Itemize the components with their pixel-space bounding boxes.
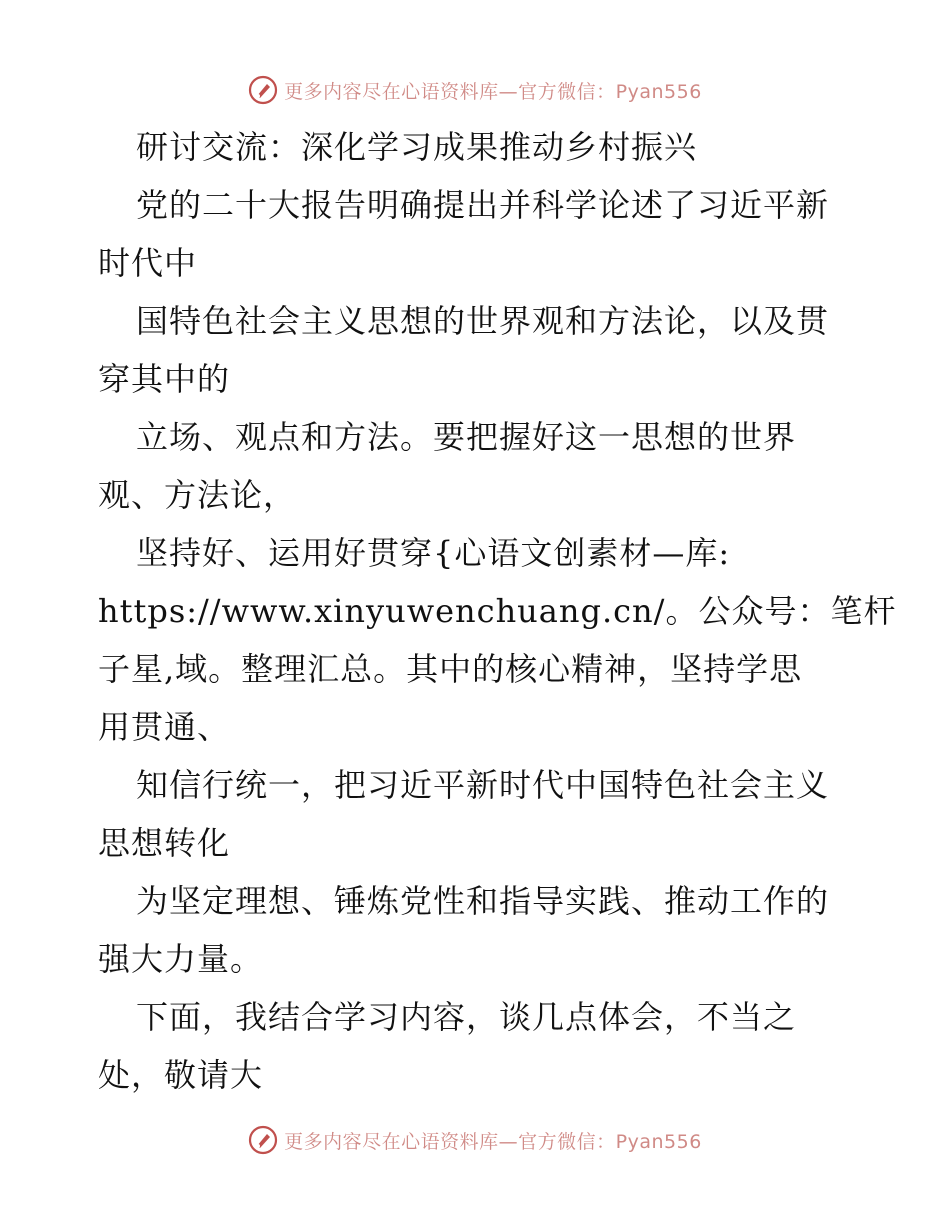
doc-line: 时代中: [98, 244, 198, 282]
doc-line: 思想转化: [98, 824, 231, 862]
watermark-text: 更多内容尽在心语资料库—官方微信：Pyan556: [284, 80, 702, 103]
doc-line: 立场、观点和方法。要把握好这一思想的世界: [136, 418, 797, 456]
doc-line: 党的二十大报告明确提出并科学论述了习近平新: [136, 186, 830, 224]
doc-line: 用贯通、: [98, 708, 231, 746]
doc-line: 知信行统一，把习近平新时代中国特色社会主义: [136, 766, 830, 804]
doc-line: 处，敬请大: [98, 1056, 264, 1094]
pen-nib-logo-icon: [248, 1125, 278, 1155]
header-watermark: [0, 72, 950, 108]
doc-line: 观、方法论，: [98, 476, 297, 514]
doc-line: 坚持好、运用好贯穿{心语文创素材—库:: [136, 534, 731, 572]
pen-nib-logo-icon: [248, 75, 278, 105]
doc-line: 下面，我结合学习内容，谈几点体会，不当之: [136, 998, 797, 1036]
watermark-text: 更多内容尽在心语资料库—官方微信：Pyan556: [284, 1130, 702, 1153]
doc-line: 为坚定理想、锤炼党性和指导实践、推动工作的: [136, 882, 830, 920]
document-body: [98, 118, 897, 1104]
doc-line: 子星,域。整理汇总。其中的核心精神，坚持学思: [98, 650, 803, 688]
doc-line: https://www.xinyuwenchuang.cn/。公众号：笔杆: [98, 592, 897, 630]
doc-line: 穿其中的: [98, 360, 231, 398]
doc-line: 研讨交流：深化学习成果推动乡村振兴: [136, 128, 698, 166]
doc-line: 国特色社会主义思想的世界观和方法论，以及贯: [136, 302, 830, 340]
doc-line: 强大力量。: [98, 940, 264, 978]
footer-watermark: [0, 1122, 950, 1158]
